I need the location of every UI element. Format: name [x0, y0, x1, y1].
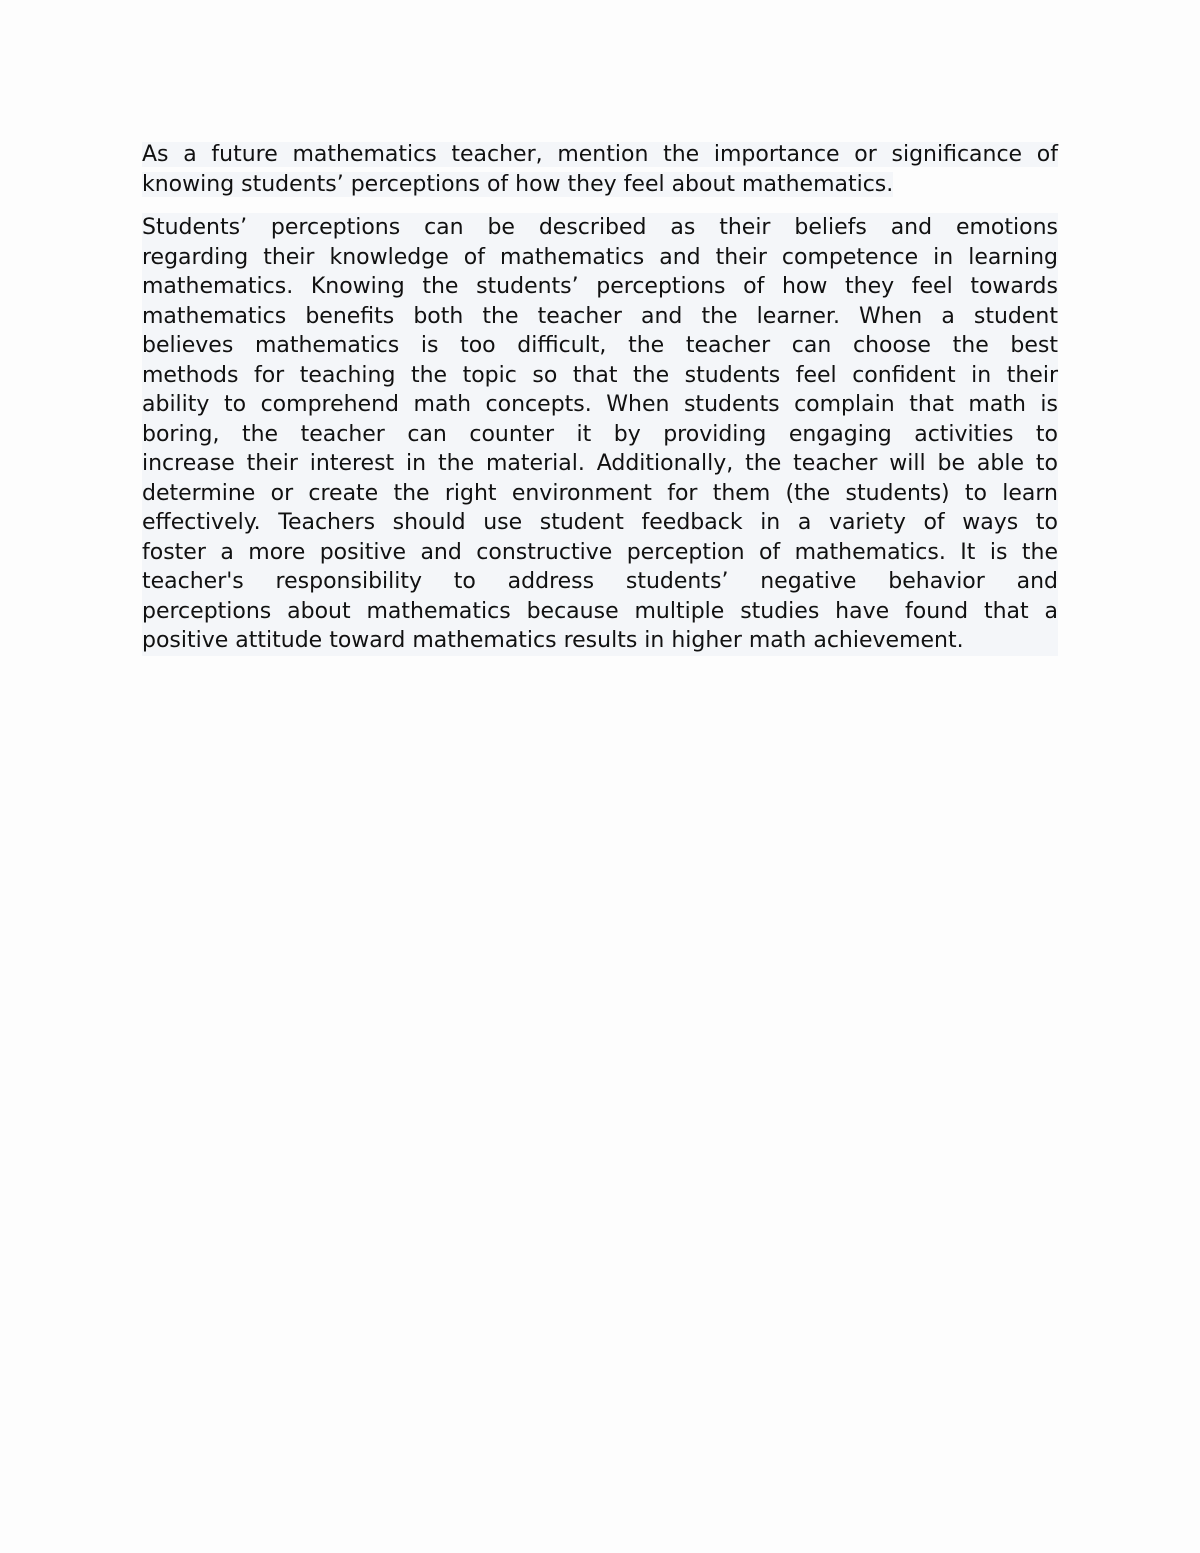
answer-line-14: perceptions about mathematics because multiple studies have found that a: [142, 597, 1058, 627]
answer-line-1: Students’ perceptions can be described as their beliefs and emotions: [142, 213, 1058, 243]
answer-line-7: ability to comprehend math concepts. When students complain that math is: [142, 390, 1058, 420]
answer-line-9: increase their interest in the material. Additionally, the teacher will be able to: [142, 449, 1058, 479]
answer-line-2: regarding their knowledge of mathematics and their competence in learning: [142, 243, 1058, 273]
answer-line-6: methods for teaching the topic so that the students feel confident in their: [142, 361, 1058, 391]
answer-line-3: mathematics. Knowing the students’ perceptions of how they feel towards: [142, 272, 1058, 302]
answer-line-11: effectively. Teachers should use student feedback in a variety of ways to: [142, 508, 1058, 538]
answer-line-10: determine or create the right environment for them (the students) to learn: [142, 479, 1058, 509]
answer-line-5: believes mathematics is too difficult, the teacher can choose the best: [142, 331, 1058, 361]
answer-line-4: mathematics benefits both the teacher and the learner. When a student: [142, 302, 1058, 332]
answer-line-13: teacher's responsibility to address students’ negative behavior and: [142, 567, 1058, 597]
answer-line-8: boring, the teacher can counter it by providing engaging activities to: [142, 420, 1058, 450]
document-body: [142, 140, 1058, 656]
answer-line-15: positive attitude toward mathematics results in higher math achievement.: [142, 626, 1058, 656]
question-paragraph: [142, 140, 1058, 199]
answer-line-12: foster a more positive and constructive perception of mathematics. It is the: [142, 538, 1058, 568]
question-line-1: As a future mathematics teacher, mention the importance or significance of: [142, 142, 1058, 167]
question-line-2: knowing students’ perceptions of how they feel about mathematics.: [142, 171, 894, 197]
answer-paragraph: [142, 213, 1058, 656]
